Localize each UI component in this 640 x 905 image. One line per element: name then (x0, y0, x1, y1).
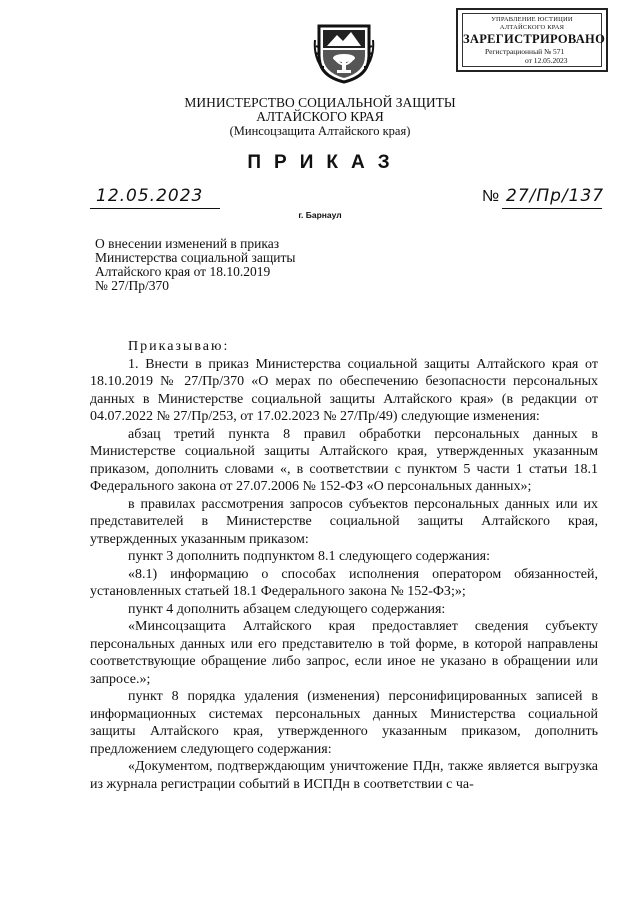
ministry-header (0, 96, 640, 138)
subject-line: № 27/Пр/370 (95, 278, 170, 293)
ministry-name-line2: АЛТАЙСКОГО КРАЯ (256, 109, 384, 124)
body-paragraph: пункт 4 дополнить абзацем следующего содержания: (128, 601, 446, 617)
body-paragraph: пункт 8 порядка удаления (изменения) персонифицированных записей в информационных системах персональных данных Министерства социальной защиты Алтайского края, утвержденного указанным приказом, дополнить предложением следующего содержания: (90, 689, 598, 757)
number-label: № (482, 188, 500, 205)
body-paragraph: в правилах рассмотрения запросов субъектов персональных данных или их представителей в Министерстве социальной защиты Алтайского края, утвержденных указанным приказом: (90, 496, 598, 547)
ministry-name-line1: МИНИСТЕРСТВО СОЦИАЛЬНОЙ ЗАЩИТЫ (184, 95, 456, 110)
body-paragraph: «Минсоцзащита Алтайского края предоставляет сведения субъекту персональных данных или его представителю в той форме, в которой направлены соответствующие обращение либо запрос, если иное не указано в обращении или запросе.»; (90, 619, 598, 687)
document-subject (95, 237, 320, 293)
document-number: 27/Пр/137 (506, 186, 605, 206)
body-paragraph: пункт 3 дополнить подпунктом 8.1 следующего содержания: (128, 549, 491, 564)
document-date: 12.05.2023 (96, 186, 204, 206)
stamp-reg-number: Регистрационный № 571 (485, 47, 565, 56)
body-paragraph: «Документом, подтверждающим уничтожение ПДн, также является выгрузка из журнала регистрации событий в ИСПДн в соответствии с ча- (90, 759, 598, 792)
stamp-region: АЛТАЙСКОГО КРАЯ (499, 23, 565, 31)
body-paragraph: абзац третий пункта 8 правил обработки персональных данных в Министерстве социальной защиты Алтайского края, утвержденных указанным приказом, дополнить словами «, в соответствии с пунктом 5 части 1 статьи 18.1 Федерального закона от 27.07.2006 № 152-ФЗ «О персональных данных»; (90, 426, 598, 494)
stamp-reg-date: от 12.05.2023 (525, 56, 568, 65)
body-paragraph: «8.1) информацию о способах исполнения оператором обязанностей, установленных статьей 18.1 Федерального закона № 152-ФЗ;»; (90, 566, 598, 599)
city-label: г. Барнаул (298, 210, 342, 220)
coat-of-arms-emblem (313, 20, 375, 84)
document-type-title: ПРИКАЗ (247, 152, 403, 173)
subject-line: Алтайского края от 18.10.2019 (95, 264, 271, 279)
body-paragraph: 1. Внести в приказ Министерства социальной защиты Алтайского края от 18.10.2019 № 27/Пр/370 «О мерах по обеспечению безопасности персональных данных в Министерстве социальной защиты Алтайского края» (в редакции от 04.07.2022 № 27/Пр/253, от 17.02.2023 № 27/Пр/49) следующие изменения: (90, 356, 598, 424)
ministry-short-name: (Минсоцзащита Алтайского края) (229, 124, 411, 138)
registration-stamp-inner (462, 13, 606, 67)
document-body (90, 338, 598, 793)
order-word: Приказываю: (128, 339, 230, 354)
stamp-department: УПРАВЛЕНИЕ ЮСТИЦИИ (491, 16, 573, 23)
subject-line: Министерства социальной защиты (95, 250, 296, 265)
registration-stamp (456, 8, 608, 72)
stamp-status: ЗАРЕГИСТРИРОВАНО (463, 32, 606, 46)
subject-line: О внесении изменений в приказ (95, 236, 280, 251)
